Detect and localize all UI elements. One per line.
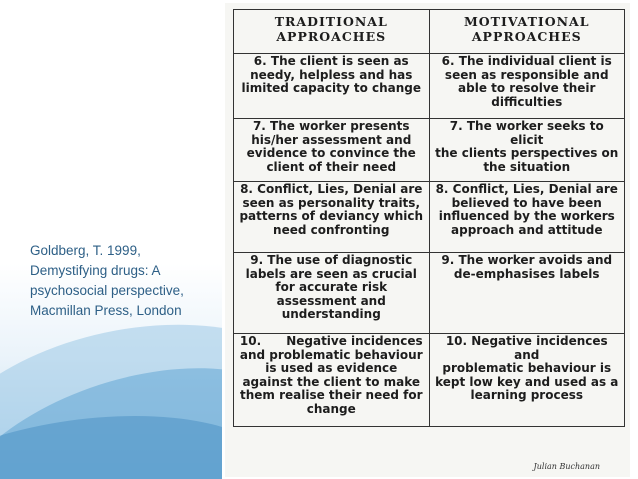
table-row — [234, 54, 625, 119]
citation-line: Goldberg, T. 1999, — [30, 243, 141, 258]
comparison-table — [233, 9, 625, 427]
citation-text — [30, 241, 220, 321]
author-signature: Julian Buchanan — [533, 462, 600, 471]
traditional-cell: 10. Negative incidences and problematic behaviour is used as evidence against the client to make them realise their need for change — [234, 334, 430, 427]
table-header-row — [234, 10, 625, 54]
header-traditional: TRADITIONAL APPROACHES — [234, 10, 430, 54]
motivational-cell: 10. Negative incidences and problematic behaviour is kept low key and used as a learning process — [429, 334, 625, 427]
traditional-cell: 6. The client is seen as needy, helpless and has limited capacity to change — [234, 54, 430, 119]
traditional-cell: 7. The worker presents his/her assessment and evidence to convince the client of their need — [234, 119, 430, 182]
motivational-cell: 7. The worker seeks to elicit the clients perspectives on the situation — [429, 119, 625, 182]
motivational-cell: 8. Conflict, Lies, Denial are believed to have been influenced by the workers approach and attitude — [429, 182, 625, 253]
header-motivational: MOTIVATIONAL APPROACHES — [429, 10, 625, 54]
table-row — [234, 182, 625, 253]
traditional-cell: 9. The use of diagnostic labels are seen as crucial for accurate risk assessment and understanding — [234, 253, 430, 334]
motivational-cell: 9. The worker avoids and de-emphasises labels — [429, 253, 625, 334]
table-row — [234, 253, 625, 334]
table-row — [234, 119, 625, 182]
citation-line: Macmillan Press, London — [30, 303, 182, 318]
citation-line: psychosocial perspective, — [30, 283, 184, 298]
motivational-cell: 6. The individual client is seen as responsible and able to resolve their difficulties — [429, 54, 625, 119]
citation-line: Demystifying drugs: A — [30, 263, 161, 278]
traditional-cell: 8. Conflict, Lies, Denial are seen as personality traits, patterns of deviancy which need confronting — [234, 182, 430, 253]
scanned-comparison-image — [225, 3, 630, 477]
decorative-side-panel — [0, 0, 222, 479]
table-row — [234, 334, 625, 427]
